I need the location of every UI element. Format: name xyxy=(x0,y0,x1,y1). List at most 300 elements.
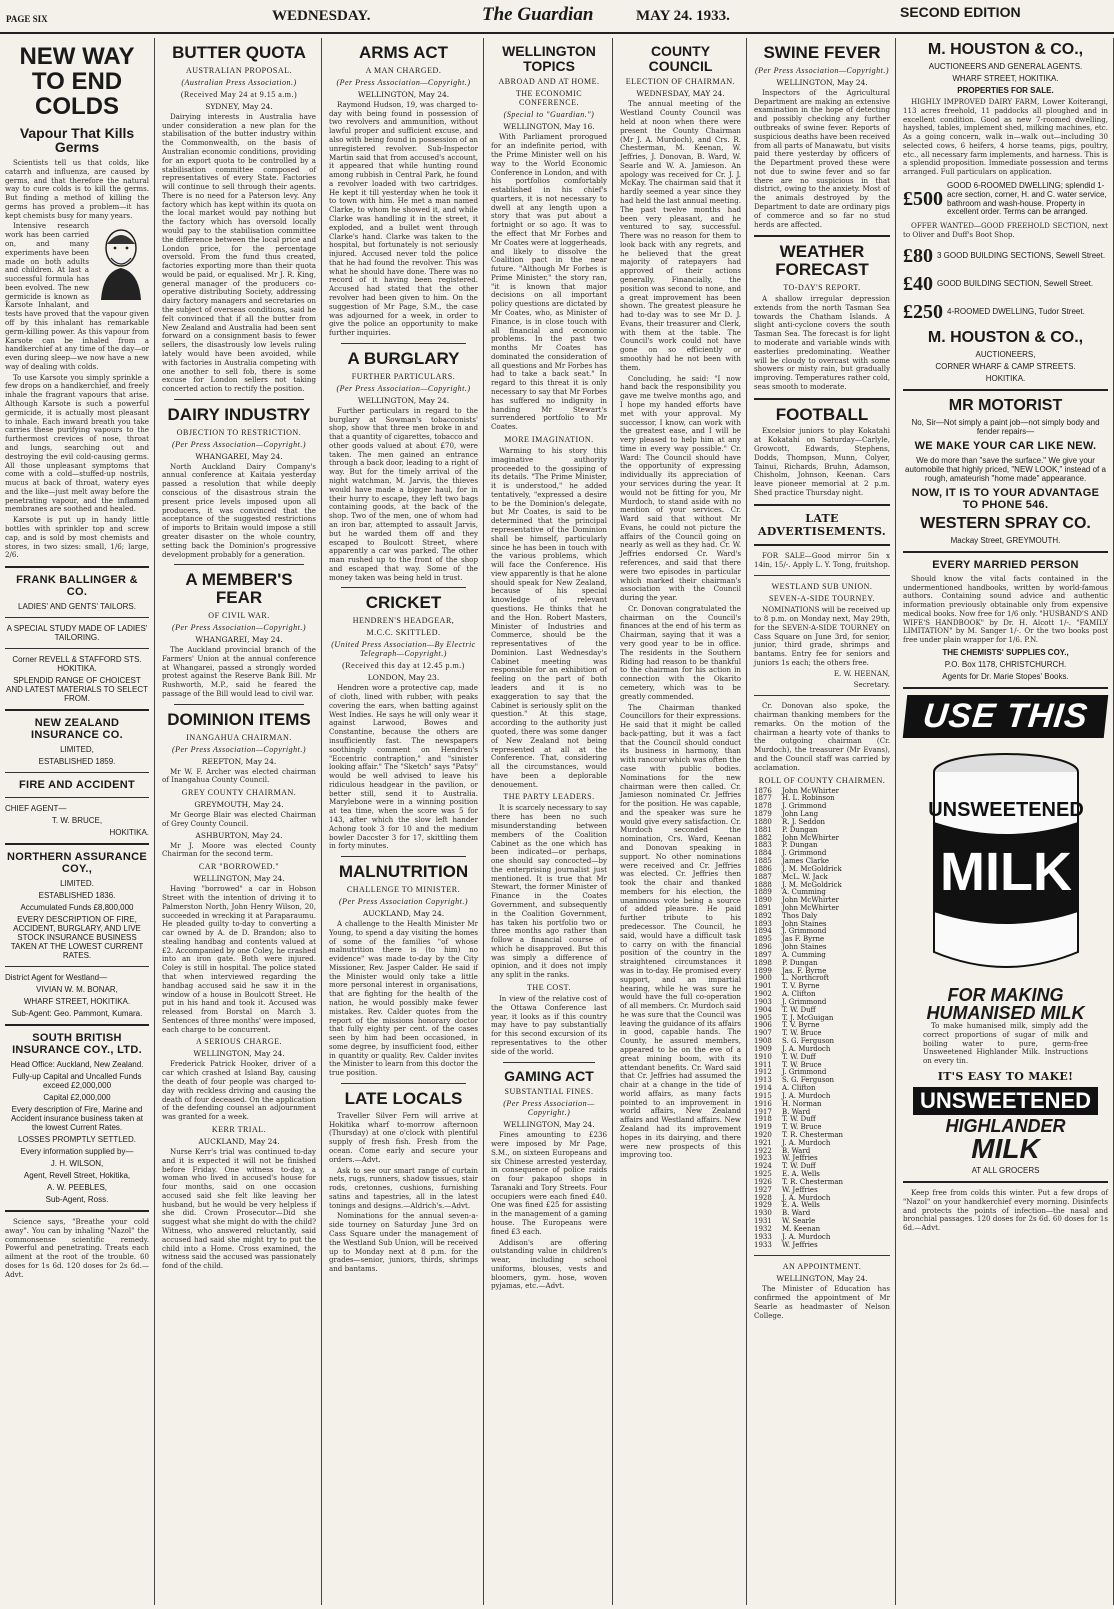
agency-credit: (Per Press Association—Copyright.) xyxy=(171,744,307,754)
roll-year: 1927 xyxy=(754,1185,772,1194)
property-listing xyxy=(903,245,1108,268)
roll-row xyxy=(754,1148,890,1156)
headline-county-council: COUNTY COUNCIL xyxy=(648,43,713,74)
ad-text: ESTABLISHED 1836. xyxy=(38,891,116,901)
roll-name: L. Northcroft xyxy=(782,974,829,983)
roll-name: T. J. McGuigan xyxy=(782,1013,834,1022)
roll-row xyxy=(754,1234,890,1242)
headline-new-way-to-end-colds: NEW WAY TO END COLDS xyxy=(19,43,135,121)
roll-name: W. Searle xyxy=(782,1217,816,1226)
ad-northern-assurance xyxy=(5,851,149,1018)
headline-football: FOOTBALL xyxy=(775,404,869,424)
property-desc: GOOD BUILDING SECTION, Sewell Street. xyxy=(937,278,1094,288)
property-desc: 4-ROOMED DWELLING, Tudor Street. xyxy=(947,306,1085,316)
headline-weather-forecast: WEATHER FORECAST xyxy=(775,242,869,280)
roll-year: 1880 xyxy=(754,817,772,826)
roll-year: 1891 xyxy=(754,903,772,912)
ad-text: Fully-up Capital and Uncalled Funds exceed £2,000,000 xyxy=(12,1072,142,1091)
roll-name: John McWhirter xyxy=(782,896,839,905)
roll-year: 1896 xyxy=(754,943,772,952)
roll-year: 1898 xyxy=(754,958,772,967)
ad-title: M. HOUSTON & CO., xyxy=(927,41,1084,58)
dateline: WHANGAREI, May 24. xyxy=(195,451,283,461)
article-text: Excelsior juniors to play Kokatahi at Kokatahi on Saturday—Carlyle, Growcott, Edwards, Stephens, Dodds, Thompson, Munn, Colyer, Tainui, Richards, Bruhn, Adamson, Chisholm, Johnson, Keenan. Cars leave pioneer memorial at 2 p.m. Shed practice Thursday night. xyxy=(754,426,890,497)
roll-year: 1929 xyxy=(754,1201,772,1210)
headline-arms-act: ARMS ACT xyxy=(358,43,449,62)
subhead: SEVEN-A-SIDE TOURNEY. xyxy=(768,594,876,604)
roll-name: John Staines xyxy=(782,919,827,928)
agency-credit: (Per Press Association—Copyright.) xyxy=(503,1099,595,1118)
roll-name: T. W. Bruce xyxy=(782,1123,822,1132)
ad-text: LADIES' AND GENTS' TAILORS. xyxy=(18,602,136,612)
milk-at-grocers: AT ALL GROCERS xyxy=(971,1166,1040,1176)
roll-name: J. Grimmond xyxy=(782,927,827,936)
ad-text: Should know the vital facts contained in the undermentioned handbooks, written by world-famous authors. Containing sound advice and authentic information previously obtainable only from expensive medical books. Now free for 1/6 only. "HUSBAND'S AND WIFE'S HANDBOOK" by Dr. H. Alcott 1/-. "FAMILY LIMITATION" by M. Sanger 1/-. Or the two books post free under plain wrapper for 1/6. P.N. xyxy=(903,573,1108,645)
ad-text: P.O. Box 1178, CHRISTCHURCH. xyxy=(944,660,1067,670)
ad-text: NOW, IT IS TO YOUR ADVANTAGE TO PHONE 546. xyxy=(911,486,1100,511)
column-4 xyxy=(486,38,613,1605)
roll-name: B. Ward xyxy=(782,1146,811,1155)
roll-name: J. A. Murdoch xyxy=(782,1091,831,1100)
ad-nz-insurance xyxy=(5,717,149,837)
article-text: Dairying interests in Australia have under consideration a new plan for the stabilisation of the butter industry within the Commonwealth, on the basis of Australian economic conditions, providing for an export quota to be controlled by a stabilisation committee composed of representatives of every State. Factories will continue to sell through their agents. There is no need for a Paterson levy. Any factory which has kept within its quota on the local market would pay nothing but the factory which has oversold locally would pay to the stabilisation committee the difference between the local price and London price, for the percentage oversold. From the fund thus created, factories exporting more than their quota would be paid, or equalised. Mr J. R. King, general manager of the producers co-operative distributing Society, addressing dairy factory managers and secretaries on the subject of overseas conditions, said he felt convinced that if all the butter from New Zealand and Australia had been sent forward on a consignment basis to fewer sellers, the disastrously low levels ruling lately would have been avoided, while with factories in Australia competing with one another to sell fob, there is some excuse for London sellers not taking concerted action to rectify the position. xyxy=(162,111,316,394)
dateline: WHANGAREI, May 24. xyxy=(195,634,283,644)
roll-year: 1887 xyxy=(754,872,772,881)
ad-title: NORTHERN ASSURANCE COY., xyxy=(6,851,148,876)
roll-row xyxy=(754,1101,890,1109)
article-text: It is scarcely necessary to say there has been no such misunderstanding between members of the Coalition Cabinet as the one which has been indicated—or perhaps, one should say concocted—by the enterprising journalist just mentioned. It is true that Mr Stewart, the former Minister of Finance in the Coates Government, and subsequently in the Coalition Government, has taken his portfolio two or three months ago rather than follow a financial course of which he disapproved. But this was simply a difference of opinion, and it does not imply any split in the ranks. xyxy=(491,803,607,980)
subhead: CHALLENGE TO MINISTER. xyxy=(346,884,461,894)
subhead: A MAN CHARGED. xyxy=(365,65,442,75)
roll-year: 1912 xyxy=(754,1068,772,1077)
roll-name: H. L. Robinson xyxy=(782,794,835,803)
roll-year: 1926 xyxy=(754,1177,772,1186)
roll-year: 1899 xyxy=(754,966,772,975)
article-text: Cr. Donovan congratulated the chairman on the Council's finances at the end of his term as Chairman, saying that it was a very good year to be in office. The residents in the Southern Riding had reason to be thankful to the chairman for his action in connection with the Okarito cemetery, which was to be greatly commended. xyxy=(620,603,741,701)
ad-text: To make humanised milk, simply add the correct proportions of sugar of milk and boiling water to pure, germ-free Unsweetened Highlander Milk. Instructions on every tin. xyxy=(923,1021,1088,1066)
ad-ballinger xyxy=(5,574,149,703)
ad-title: FRANK BALLINGER & CO. xyxy=(16,574,138,599)
article-text: Concluding, he said: "I now hand back the responsibility you gave me twelve months ago, and I hope my handed efforts have met with your approval. My successor, I know, can work with the greatest ease, and I will be very pleased to help him at any time in every way possible." Cr. Ward: The Council should have the opportunity of expressing individually its appreciation of your services during the year. It would not be fitting for you, Mr Murdoch, to stand aside with no mention of your services. Cr. Ward said that without Mr Evans, he could not picture the affairs of the Council going on nearly as well as they had. Cr. W. Jeffries endorsed Cr. Ward's references, and said that there were two episodes in particular which marked their chairman's association with the Council during the year. xyxy=(620,373,741,603)
man-inhaling-illustration-icon xyxy=(93,224,149,300)
article-text: Traveller Silver Fern will arrive at Hokitika wharf to-morrow afternoon (Thursday) at one o'clock with plentiful supply of fresh fish. Fresh from the ocean. Come early and secure your orders.—Advt. xyxy=(329,1110,478,1164)
article-text: Mr J. Moore was elected County Chairman for the second term. xyxy=(162,840,316,859)
ad-text: WHARF STREET, HOKITIKA. xyxy=(23,997,131,1007)
roll-year: 1906 xyxy=(754,1021,772,1030)
ad-text: We do more than "save the surface." We give your automobile that highly priced, "NEW LOOK," instead of a rough, amateurish "home made" appearance. xyxy=(905,455,1106,483)
ad-text: A. W. PEEBLES, xyxy=(46,1183,108,1193)
article-text: Intensive research work has been carried on, and many experiments have been made on both adults and children. At last a successful formula has been evolved. The new germicide is known as Karsote Inhalant, and tests have proved that the vapour given off by this inhalant has remarkable germ-killing power. As this vapour from Karsote can be inhaled from a handkerchief at any time of the day—or even during sleep—we now have a new way of dealing with colds. xyxy=(5,221,149,371)
roll-row xyxy=(754,975,890,983)
article-text: With Parliament prorogued for an indefinite period, with the Prime Minister well on his way to the World Economic Conference in London, and with his portfolios comfortably established in his chief's quarters, it is not necessary to dwell at any length upon a story that was put about a fortnight or so ago. It was to the effect that Mr Forbes and Mr Coates were at loggerheads, and likely to dissolve the Coalition pact in the near future. "Although Mr Forbes is Prime Minister," the story ran, "it is known that major decisions on all important policy questions are dictated by Mr Coates, who, as Minister of Finance, is in close touch with all financial and economic problems. In the past two months Mr Coates has dominated the consideration of all questions and Mr Forbes has had to take a back seat." In regard to this threat it is only necessary to say that Mr Forbes has suffered no indignity in handing Mr Stewart's surrendered portfolio to Mr Coates. xyxy=(491,132,607,432)
article-text: Karsote is put up in handy little bottles with sprinkler top and screw cap, and is sold by most chemists and stores, in two sizes: small, 1/6; large, 2/6. xyxy=(5,515,149,560)
masthead-date: MAY 24. 1933. xyxy=(636,8,730,24)
roll-name: T. W. Bruce xyxy=(782,1060,822,1069)
subhead: THE COST. xyxy=(527,983,571,993)
roll-year: 1918 xyxy=(754,1115,772,1124)
roll-year: 1933 xyxy=(754,1232,772,1241)
dateline: SYDNEY, May 24. xyxy=(205,101,273,111)
subhead: A SERIOUS CHARGE. xyxy=(195,1037,283,1047)
roll-name: J. Grimmond xyxy=(782,802,827,811)
roll-year: 1889 xyxy=(754,888,772,897)
milk-ad-banner: USE THIS xyxy=(903,695,1109,738)
dateline: LONDON, May 23. xyxy=(367,673,440,683)
subhead: OBJECTION TO RESTRICTION. xyxy=(176,427,302,437)
article-text: Having "borrowed" a car in Hobson Street with the intention of driving it to Palmerston North, John Henry Wilson, 20, succeeded in wrecking it at Paraparaumu. He pleaded guilty to-day to converting a car owned by A. de D. Brandon; also to stealing handbag and contents valued at £2. Accompanied by one Coley, he crashed into an iron gate. Both were injured. Coley is still in hospital. The police stated that when interviewed regarding the handbag accused said he saw it in the window of a house in Boulcott Street. He put in his hand and took it. Accused was released from Borstal on March 3. Sentences of three months' were imposed, each charge to be concurrent. xyxy=(162,884,316,1034)
dateline: ASHBURTON, May 24. xyxy=(195,830,283,840)
article-text: North Auckland Dairy Company's annual conference at Kaitaia yesterday passed a resolution that while deeply conscious of the disastrous strain the present price levels imposed upon all producers, it was convinced that the acceptance of the suggested restrictions of imports to Britain would impose a still greater disaster on the whole country, setting back the Dominion's progressive development probably for a generation. xyxy=(162,461,316,559)
ad-title: EVERY MARRIED PERSON xyxy=(932,558,1079,571)
property-desc: 3 GOOD BUILDING SECTIONS, Sewell Street. xyxy=(937,250,1106,260)
roll-name: T. V. Byrne xyxy=(782,982,820,991)
newspaper-title: The Guardian xyxy=(482,4,594,25)
milk-tin-icon xyxy=(906,742,1106,982)
roll-row xyxy=(754,1093,890,1101)
ad-title: WESTERN SPRAY CO. xyxy=(920,514,1091,532)
roll-year: 1879 xyxy=(754,810,772,819)
ad-title: NEW ZEALAND INSURANCE CO. xyxy=(31,717,123,742)
roll-year: 1877 xyxy=(754,794,772,803)
ad-text: PROPERTIES FOR SALE. xyxy=(957,86,1054,95)
dateline: WELLINGTON, May 24. xyxy=(776,77,868,87)
ad-text: A SPECIAL STUDY MADE OF LADIES' TAILORING. xyxy=(6,624,148,643)
ad-title: M. HOUSTON & CO., xyxy=(927,328,1084,346)
signature-line: E. W. HEENAN, xyxy=(833,668,890,678)
roll-name: T. W. Duff xyxy=(782,1162,816,1171)
roll-name: T. V. Byrne xyxy=(782,1021,820,1030)
dateline: REEFTON, May 24. xyxy=(201,756,277,766)
milk-ad-humanised: HUMANISED MILK xyxy=(926,1003,1085,1024)
headline-members-fear: A MEMBER'S FEAR xyxy=(185,570,293,608)
signature-line: Secretary. xyxy=(853,679,890,689)
ad-text: CORNER WHARF & CAMP STREETS. xyxy=(935,361,1076,371)
roll-row xyxy=(754,952,890,960)
roll-name: T. R. Chesterman xyxy=(782,1177,844,1186)
received-line: (Received this day at 12.45 p.m.) xyxy=(342,661,465,671)
ad-text: CHIEF AGENT— xyxy=(5,804,67,814)
roll-name: Thos Daly xyxy=(782,911,818,920)
roll-year: 1914 xyxy=(754,1084,772,1093)
roll-row xyxy=(754,1179,890,1187)
roll-row xyxy=(754,1109,890,1117)
article-text: Scientists tell us that colds, like catarrh and influenza, are caused by germs, and that therefore the natural way to cure colds is to kill the germs. But finding a method of killing the germs has proved a problem—it has kept chemists busy for many years. xyxy=(5,157,149,220)
roll-row xyxy=(754,983,890,991)
article-text: Cr. Donovan also spoke, the chairman thanking members for the remarks. On the motion of the chairman a hearty vote of thanks to the outgoing chairman (Cr. Murdoch), the treasurer (Mr Evans), and the Council staff was carried by acclamation. xyxy=(754,701,890,772)
roll-year: 1933 xyxy=(754,1240,772,1249)
roll-name: J. A. Murdoch xyxy=(782,1193,831,1202)
article-text: Further particulars in regard to the burglary at Sowman's tobacconists' shop, show that three men broke in and that a quantity of cigarettes, tobacco and other goods valued at about £70, were taken. The men gained an entrance through a back door, leading to a right of way. But for the timely arrival of the night watchman, M. Jarvis, the thieves would have made a bigger haul, for in their hurry to escape, they left two bags containing goods, at the back of the shop. Two of the men, one of whom had an iron bar, attempted to assault Jarvis, but he warded them off and they escaped to Boulcott Street, where apparently a car was parked. The other man rushed up to the front of the shop and escaped that way. Some of the money taken was being held in trust. xyxy=(329,405,478,582)
agency-credit: (United Press Association—By Electric Telegraph—Copyright.) xyxy=(331,640,476,659)
ad-text: Agent, Revell Street, Hokitika, xyxy=(23,1171,131,1181)
ad-text: Capital £2,000,000 xyxy=(43,1093,111,1103)
roll-year: 1923 xyxy=(754,1154,772,1163)
subhead: HENDREN'S HEADGEAR, xyxy=(352,616,455,626)
article-text: Addison's are offering outstanding value in children's wear, including school uniforms, blouses, vests and bloomers, gym. hose, woven pyjamas, etc.—Advt. xyxy=(491,1237,607,1291)
roll-name: A. Clifton xyxy=(782,990,816,999)
roll-year: 1892 xyxy=(754,911,772,920)
roll-row xyxy=(754,1022,890,1030)
roll-row xyxy=(754,1218,890,1226)
article-text: The Minister of Education has confirmed the appointment of Mr Searle as headmaster of Nelson College. xyxy=(754,1284,890,1320)
roll-row xyxy=(754,1195,890,1203)
ad-text: Every information supplied by— xyxy=(20,1147,134,1157)
ad-text: WHARF STREET, HOKITIKA. xyxy=(952,74,1059,83)
ad-south-british xyxy=(5,1032,149,1204)
dateline: AUCKLAND, May 24. xyxy=(362,908,445,918)
ad-title: SOUTH BRITISH INSURANCE COY., LTD. xyxy=(12,1032,142,1057)
roll-row xyxy=(754,1015,890,1023)
dateline: WELLINGTON, May 24. xyxy=(357,89,450,99)
roll-year: 1901 xyxy=(754,982,772,991)
roll-year: 1876 xyxy=(754,786,772,795)
column-7 xyxy=(898,38,1114,1605)
roll-year: 1907 xyxy=(754,1029,772,1038)
article-text: A shallow irregular depression extends from the north Tasman Sea towards the Chatham Islands. A slight anti-cyclone covers the south Tasman Sea. The forecast is for light to moderate and variable winds with easterlies predominating. Weather will be cloudy to overcast with some showers or misty rain, but gradually improving. Temperatures rather cold, seas smooth to moderate. xyxy=(754,294,890,391)
ad-text: FIRE AND ACCIDENT xyxy=(18,779,136,792)
article-text: Mr W. F. Archer was elected chairman of Inangahua County Council. xyxy=(162,766,316,785)
subhead: INANGAHUA CHAIRMAN. xyxy=(186,732,292,742)
agency-credit: (Special to "Guardian.") xyxy=(503,110,595,120)
ad-title: MR MOTORIST xyxy=(948,396,1063,414)
received-line: (Received May 24 at 9.15 a.m.) xyxy=(180,89,298,99)
roll-name: E. A. Wells xyxy=(782,1170,820,1179)
ad-text: AUCTIONEERS, xyxy=(975,349,1036,359)
subhead: FURTHER PARTICULARS. xyxy=(351,371,456,381)
ad-text: Accumulated Funds £8,800,000 xyxy=(20,903,134,913)
roll-year: 1902 xyxy=(754,990,772,999)
subhead: TO-DAY'S REPORT. xyxy=(783,283,861,293)
ad-text: OFFER WANTED—GOOD FREEHOLD SECTION, next to Oliver and Duff's Boot Shop. xyxy=(903,221,1108,239)
roll-year: 1886 xyxy=(754,864,772,873)
roll-name: T. W. Duff xyxy=(782,1005,816,1014)
roll-year: 1919 xyxy=(754,1123,772,1132)
roll-name: R. J. Seddon xyxy=(782,817,826,826)
headline-butter-quota: BUTTER QUOTA xyxy=(172,43,306,62)
agency-credit: (Per Press Association—Copyright.) xyxy=(754,65,890,75)
ad-text: VIVIAN W. M. BONAR, xyxy=(36,985,118,995)
ad-text: LIMITED. xyxy=(60,879,94,889)
article-text: Hendren wore a protective cap, made of cloth, lined with rubber, with peaks covering the ears, when batting against West Indies. He says he will only wear it against Larwood, Bowes and Constantine, because the others are insufficiently fast. The newspapers soothingly comment on Hendren's "Eccentric contraption," and "sinister looking affair." The "Sketch" says "Patsy" would be well advised to leave his ridiculous headgear in the pavilion, or better still, send it to Australia. Marylebone were in a winning position at tea time, when the score was 5 for 143, after which the slow left hander Achong took 3 for 10 and the medium bowler Daccster 3 for 17, skittling them in forty minutes. xyxy=(329,683,478,851)
roll-name: McL. W. Jack xyxy=(782,872,828,881)
roll-year: 1905 xyxy=(754,1013,772,1022)
agency-credit: (Per Press Association—Copyright.) xyxy=(336,77,471,87)
roll-name: A. Cumming xyxy=(782,950,826,959)
ad-mr-motorist xyxy=(903,397,1108,545)
column-5 xyxy=(615,38,747,1605)
article-text: The Auckland provincial branch of the Farmers' Union at the annual conference at Whangarei, passed a strongly worded protest against the Reserve Bank Bill. Mr Rushworth, M.P., said he feared the passage of the Bill would lead to civil war. xyxy=(162,644,316,698)
article-text: Warming to his story this imaginative authority proceeded to the gossiping of its details. "The Prime Minister, it is understood," he added tentatively, "expressed a desire to be the Dominion's delegate, but Mr Coates, is said to be determined that the principal representative of the Dominion shall be himself, particularly since he has been in touch with the various problems, which will face the Conference. His view apparently is that he alone should speak for New Zealand, because of his special knowledge of relevant questions. He thinks that he and the Hon. Robert Masters, Minister of Industries and Commerce, should be the representatives of the Dominion. Last Wednesday's Cabinet meeting was responsible for an exhibition of feeling on the part of both leaders and it is no exaggeration to say that the Cabinet is seriously split on the question." At this stage, according to the authority just quoted, there was some danger of New Zealand not being represented at all at the Conference. That, considering all the circumstances, would have been a deplorable denouement. xyxy=(491,445,607,789)
article-text: Ask to see our smart range of curtain nets, rugs, runners, shadow tissues, stair rods, cretonnes, cushions, furnishing satins and tapestries, all in the latest tonings and designs.—Aldrich's.—Advt. xyxy=(329,1165,478,1210)
subhead-vapour: Vapour That Kills Germs xyxy=(19,124,135,156)
ad-houston-auctioneers xyxy=(903,329,1108,383)
roll-name: P. Dungan xyxy=(782,958,818,967)
roll-name: J. Grimmond xyxy=(782,849,827,858)
roll-row xyxy=(754,1116,890,1124)
roll-name: S. G. Ferguson xyxy=(782,1076,835,1085)
roll-year: 1911 xyxy=(754,1060,772,1069)
ad-text: LOSSES PROMPTLY SETTLED. xyxy=(18,1135,136,1145)
roll-row xyxy=(754,905,890,913)
roll-row xyxy=(754,999,890,1007)
ad-text: Mackay Street, GREYMOUTH. xyxy=(950,535,1061,545)
agency-credit: (Per Press Association—Copyright.) xyxy=(171,439,307,449)
subhead: WESTLAND SUB UNION. xyxy=(771,582,873,592)
dateline: WELLINGTON, May 24. xyxy=(776,1274,868,1284)
subhead: ELECTION OF CHAIRMAN. xyxy=(625,77,736,87)
ad-text: Sub-Agent: Geo. Pammont, Kumara. xyxy=(11,1009,143,1019)
roll-row xyxy=(754,1077,890,1085)
ad-text: THE CHEMISTS' SUPPLIES COY., xyxy=(942,648,1069,658)
roll-name: T. W. Duff xyxy=(782,1052,816,1061)
ad-text: District Agent for Westland— xyxy=(5,973,108,983)
roll-year: 1900 xyxy=(754,974,772,983)
article-text: Nurse Kerr's trial was continued to-day and it is expected it will not be finished before Friday. One witness to-day, a woman who lived in accused's house for four months, said on one occasion accused said she felt like leaving her husband, but he would be very helpless if she did. Crown Prosecutor—Did she suggest what she might do with the child? Witness, who answered reluctantly, said accused had said she might try to put the child into a Home. Cross examined, the witness said the accused was passionately fond of the child. xyxy=(162,1146,316,1271)
roll-year: 1931 xyxy=(754,1217,772,1226)
roll-year: 1893 xyxy=(754,919,772,928)
roll-row xyxy=(754,803,890,811)
roll-name: T. R. Chesterman xyxy=(782,1131,844,1139)
roll-year: 1930 xyxy=(754,1209,772,1218)
subhead: ABROAD AND AT HOME. xyxy=(498,77,600,87)
roll-name: P. Dungan xyxy=(782,841,818,850)
ad-text: SPLENDID RANGE OF CHOICEST AND LATEST MATERIALS TO SELECT FROM. xyxy=(6,676,148,704)
roll-year: 1897 xyxy=(754,950,772,959)
milk-ad-easy: IT'S EASY TO MAKE! xyxy=(937,1069,1074,1083)
dateline: WELLINGTON, May 24. xyxy=(193,1049,285,1059)
roll-year: 1908 xyxy=(754,1037,772,1046)
roll-name: James Clarke xyxy=(782,857,830,866)
agency-credit: (Per Press Association Copyright.) xyxy=(339,896,468,906)
property-listing xyxy=(903,273,1108,296)
roll-name: John McWhirter xyxy=(782,786,839,795)
roll-name: W. Jeffries xyxy=(782,1240,818,1249)
ad-text: ESTABLISHED 1859. xyxy=(38,757,116,767)
roll-year: 1909 xyxy=(754,1044,772,1053)
roll-year: 1915 xyxy=(754,1091,772,1100)
milk-brand-milk: MILK xyxy=(971,1133,1040,1165)
article-text: Inspectors of the Agricultural Department are making an extensive examination in the hope of detecting and possibly checking any further outbreaks of swine fever. Reports of suspicious deaths have been received from all parts of Manawatu, but visits paid there yesterday by officers of the Department proved these were not due to swine fever and so far there are no suspicious in that district, owing to the anxiety. Most of the animals destroyed by the Department to date are ordinary pigs of commerce and so far no stud herds are affected. xyxy=(754,87,890,229)
ad-text: No, Sir—Not simply a paint job—not simply body and fender repairs— xyxy=(911,417,1100,436)
roll-name: T. W. Bruce xyxy=(782,1029,822,1038)
dateline: WELLINGTON, May 16. xyxy=(503,122,595,132)
roll-name: John McWhirter xyxy=(782,903,839,912)
article-text: The Chairman thanked Councillors for their expressions. He said that it might be called back-patting, but it was a fact that the Council should conduct its business in harmony, than with rancour which was often the case with public bodies. Nominations for the new chairman were then called. Cr. Jamieson nominated Cr. Jeffries for the position. He was capable, and the speaker was sure he would give every satisfaction. Cr. Murdoch seconded the nomination, Crs. Ward, Keenan and Donovan speaking in support. No other nominations were received and Cr. Jeffries was elected. Cr. Jeffries then took the chair and thanked members for his election, the unanimous vote being a source of added pleasure. He paid further tribute to his predecessor. The Council, he said, would have a difficult task to carry on with the financial position of the country in the straightened circumstances it was in to-day. He promised every support, and an impartial hearing, while he was sure he would have the full co-operation of all members. Cr. Murdoch said he was sure that the Council was leaving the guidance of its affairs in good, capable hands. The County, he assured members, appeared to be on the eve of a great mining boom, with its attendant benefits. Cr. Ward said that Cr. Jeffries had assumed the chair at a change in the tide of world affairs, as many facts pointed to an improvement in world affairs, New Zealand affairs and Westland affairs. New Zealand had its improvement hopes in its dairying, and there were new prospects of this improving too. xyxy=(620,702,741,1160)
headline-late-locals: LATE LOCALS xyxy=(344,1089,463,1108)
ad-text: HIGHLY IMPROVED DAIRY FARM, Lower Koiterangi, 113 acres freehold, 11 paddocks all ploughed and in excellent condition. Good as new 7-roomed dwelling, hayshed, tables, implement shed, milking machines, etc. As a going concern, walk in—walk out—including 30 selected cows, 6 heifers, 4 horse teams, pigs, poultry, etc., all necessary farm implements, and harness. This is a splendid proposition. Immediate possession and terms arranged. Full particulars on application. xyxy=(903,97,1108,177)
roll-row xyxy=(754,1155,890,1163)
roll-name: J. Grimmond xyxy=(782,1068,827,1077)
roll-name: J. A. Murdoch xyxy=(782,1232,831,1241)
column-2 xyxy=(157,38,322,1605)
ad-text: Corner REVELL & STAFFORD STS. HOKITIKA. xyxy=(12,655,142,674)
column-1 xyxy=(0,38,155,1605)
subhead: OF CIVIL WAR. xyxy=(208,610,270,620)
headline-wellington-topics: WELLINGTON TOPICS xyxy=(502,43,596,74)
dateline: WELLINGTON, May 24. xyxy=(193,874,285,884)
article-text: Fines amounting to £236 were imposed by Mr Page, S.M., on sixteen Europeans and six Chinese arrested yesterday, in consequence of police raids on four pakapoo shops in Taranaki and Tory Streets. Four occupiers were each fined £40. One was fined £25 for assisting in the management of a gaming house. The Europeans were fined £3 each. xyxy=(491,1130,607,1236)
roll-row xyxy=(754,1163,890,1171)
roll-name: John McWhirter xyxy=(782,833,839,842)
subhead: M.C.C. SKITTLED. xyxy=(366,628,441,638)
roll-row xyxy=(754,1140,890,1148)
headline-swine-fever: SWINE FEVER xyxy=(763,43,881,62)
roll-name: E. A. Wells xyxy=(782,1201,820,1210)
roll-name: Jas F. Byrne xyxy=(782,935,825,944)
page-number: PAGE SIX xyxy=(6,14,48,24)
roll-name: Jas. F. Byrne xyxy=(782,966,827,975)
roll-name: M. Keenan xyxy=(782,1224,821,1233)
masthead xyxy=(0,0,1114,34)
subhead: MORE IMAGINATION. xyxy=(504,434,594,444)
ad-text: AUCTIONEERS AND GENERAL AGENTS. xyxy=(928,62,1083,71)
nazol-advert: Keep free from colds this winter. Put a few drops of "Nazol" on your handkerchief every morning. Disinfects and protects the points of infection—the nasal and bronchial passages. 120 doses for 2s 6d. 60 doses for 1s 6d.—Advt. xyxy=(903,1188,1108,1233)
roll-row xyxy=(754,1046,890,1054)
roll-title: ROLL OF COUNTY CHAIRMEN. xyxy=(758,775,886,785)
roll-year: 1888 xyxy=(754,880,772,889)
column-3 xyxy=(324,38,484,1605)
roll-name: J. Grimmond xyxy=(782,997,827,1006)
article-text: To use Karsote you simply sprinkle a few drops on a handkerchief, and freely inhale the fragrant vapours that arise. Although Karsote is such a powerful germicide, it is actually most pleasant to inhale. Each inward breath you take carries these purifying vapours to the furthermost crevices of nose, throat and lungs, searching out and destroying the evil cold-causing germs. All those unpleasant symptoms that come with a cold—stuffed-up nostrils, mucus at back of throat, watery eyes and the like—just melt away before the penetrating vapour, and the inflamed membranes are soothed and healed. xyxy=(5,372,149,514)
classified-ad: NOMINATIONS will be received up to 8 p.m. on Monday next, May 29th, for the SEVEN-A-SIDE TOURNEY on Cass Square on June 3rd, for senior, junior, third grade, shrimps and bantams. Entry fee for seniors and juniors 1s each; the others free. xyxy=(754,605,890,667)
subhead: KERR TRIAL. xyxy=(211,1124,267,1134)
ad-text: EVERY DESCRIPTION OF FIRE, ACCIDENT, BURGLARY, AND LIVE STOCK INSURANCE BUSINESS TAKEN AT THE LOWEST CURRENT RATES. xyxy=(10,915,144,961)
ad-address xyxy=(903,648,1108,681)
roll-year: 1910 xyxy=(754,1052,772,1061)
subhead: SUBSTANTIAL FINES. xyxy=(504,1087,594,1097)
property-price: £40 xyxy=(903,272,933,295)
ad-text: T. W. BRUCE, xyxy=(51,816,103,826)
roll-name: W. Jeffries xyxy=(782,1154,818,1163)
roll-name: John Lang xyxy=(782,810,819,819)
roll-name: J. A. Murdoch xyxy=(782,1138,831,1147)
roll-name: S. G. Ferguson xyxy=(782,1037,835,1046)
ad-text: Head Office: Auckland, New Zealand. xyxy=(10,1060,144,1070)
ad-text: HOKITIKA. xyxy=(985,373,1026,383)
roll-row xyxy=(754,1242,890,1250)
headline-malnutrition: MALNUTRITION xyxy=(338,862,469,882)
roll-name: B. Ward xyxy=(782,1209,811,1218)
roll-year: 1928 xyxy=(754,1193,772,1202)
dateline: AUCKLAND, May 24. xyxy=(198,1136,280,1146)
subhead: AN APPOINTMENT. xyxy=(782,1262,862,1272)
roll-year: 1916 xyxy=(754,1099,772,1108)
roll-year: 1878 xyxy=(754,802,772,811)
roll-row xyxy=(754,819,890,827)
headline-dominion-items: DOMINION ITEMS xyxy=(167,709,311,729)
roll-name: A. Cumming xyxy=(782,888,826,897)
article-text: In view of the relative cost of the Ottawa Conference last year, it looks as if this country may have to pay substantially for this second excursion of its representatives to the other side of the world. xyxy=(491,994,607,1056)
property-price: £80 xyxy=(903,244,933,267)
roll-year: 1925 xyxy=(754,1170,772,1179)
agency-credit: (Australian Press Association.) xyxy=(181,77,297,87)
article-text: A challenge to the Health Minister Mr Young, to spend a day visiting the homes of some of the families "of whose malnutrition there is (to him) no evidence" was made to-day by the City Missioner, Rev. Jasper Calder. He said if the Minister would only take a little more personal interest in organisations, that are fighting for the health of the nation, he would possibly make fewer mistakes. Rev. Calder quotes from the report of the missions honorary doctor that fully eighty per cent. of the cases seen by him had been occasioned, in some degree, by insufficient food, either in quantity or quality. Rev. Calder invites the Minister to learn from this doctor the true position. xyxy=(329,918,478,1078)
roll-name: J. A. Murdoch xyxy=(782,1044,831,1053)
roll-year: 1913 xyxy=(754,1076,772,1085)
nazol-advert: Science says, "Breathe your cold away". You can by inhaling "Nazol" the commonsense scientific remedy. Powerful and penetrating. Treats each ailment at the root of the trouble. 60 doses for 1s 6d. 120 doses for 2s 6d.—Advt. xyxy=(5,1217,149,1279)
milk-brand-highlander: HIGHLANDER xyxy=(945,1116,1066,1137)
article-text: The annual meeting of the Westland County Council was held at noon when there were present the County Chairman (Mr J. A. Murdoch), and Crs. R. Chesterman, M. Keenan, W. Jeffries, J. Donovan, B. Ward, W. Searle and W. A. Jamieson. An apology was received for Cr. J. J. McKay. The chairman said that it hardly seemed a year since they had held the last annual meeting. The past twelve months had been very pleasant, and he ventured to say, successful. There was no reason for them to look back with any regrets, and he believed that the great majority of ratepayers had approved of their actions generally. Financially, the position was second to none, and a great improvement has been shown. The greatest pleasure he had to-day was to see Mr D. J. Evans, their treasurer and Clerk, with them at the table. The Council's work could not have gone on so efficiently or smoothly had he not been with them. xyxy=(620,99,741,372)
ad-text: J. H. WILSON, xyxy=(50,1159,104,1169)
article-text: Frederick Patrick Hooker, driver of a car which crashed at Island Bay, causing the death of four people was charged to-day with reckless driving and causing the death of four deceased. On the application of the defending counsel an adjournment was granted for a week. xyxy=(162,1059,316,1122)
subhead: THE PARTY LEADERS. xyxy=(503,792,595,802)
roll-year: 1890 xyxy=(754,896,772,905)
roll-year: 1924 xyxy=(754,1162,772,1171)
dateline: GREYMOUTH, May 24. xyxy=(194,800,284,810)
roll-year: 1895 xyxy=(754,935,772,944)
roll-name: John Staines xyxy=(782,943,827,952)
roll-year: 1932 xyxy=(754,1224,772,1233)
